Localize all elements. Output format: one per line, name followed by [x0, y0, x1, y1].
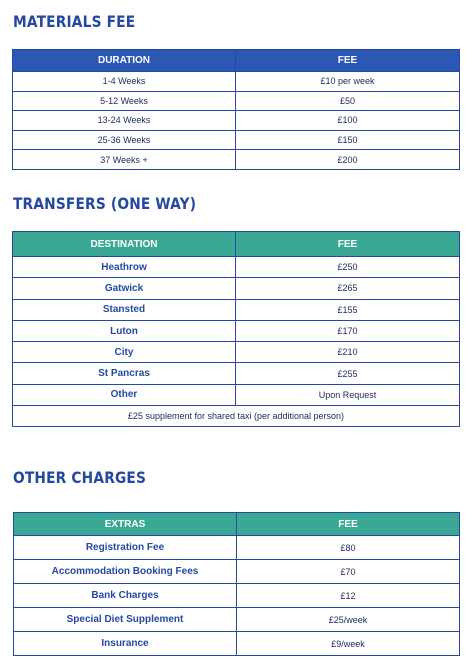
- transfers-table: [12, 231, 460, 427]
- table-row: [13, 111, 460, 131]
- table-note-row: [13, 406, 460, 427]
- destination-cell: Luton: [13, 320, 236, 341]
- duration-cell: 13-24 Weeks: [13, 111, 236, 131]
- table-header-row: [14, 513, 460, 536]
- column-header-fee: FEE: [236, 50, 460, 72]
- duration-cell: 1-4 Weeks: [13, 72, 236, 92]
- destination-cell: Heathrow: [13, 257, 236, 278]
- fee-cell: £12: [237, 584, 460, 608]
- destination-cell: City: [13, 342, 236, 363]
- column-header-fee: FEE: [236, 232, 460, 257]
- shared-taxi-note: £25 supplement for shared taxi (per additional person): [13, 406, 460, 427]
- table-row: [14, 632, 460, 656]
- fee-cell: £265: [236, 278, 460, 299]
- table-row: [14, 608, 460, 632]
- column-header-destination: DESTINATION: [13, 232, 236, 257]
- fee-cell: Upon Request: [236, 384, 460, 405]
- duration-cell: 37 Weeks +: [13, 150, 236, 170]
- fee-cell: £255: [236, 363, 460, 384]
- fee-cell: £250: [236, 257, 460, 278]
- fee-cell: £80: [237, 536, 460, 560]
- fee-cell: £10 per week: [236, 72, 460, 92]
- table-row: [13, 130, 460, 150]
- fee-cell: £9/week: [237, 632, 460, 656]
- extra-cell: Registration Fee: [14, 536, 237, 560]
- table-row: [14, 560, 460, 584]
- fee-cell: £155: [236, 299, 460, 320]
- column-header-extras: EXTRAS: [14, 513, 237, 536]
- fee-cell: £150: [236, 130, 460, 150]
- table-row: [13, 91, 460, 111]
- fee-cell: £170: [236, 320, 460, 341]
- other-charges-table: [13, 512, 460, 656]
- other-charges-heading: OTHER CHARGES: [13, 468, 147, 487]
- extra-cell: Accommodation Booking Fees: [14, 560, 237, 584]
- column-header-duration: DURATION: [13, 50, 236, 72]
- fee-cell: £210: [236, 342, 460, 363]
- table-row: [13, 299, 460, 320]
- extra-cell: Bank Charges: [14, 584, 237, 608]
- table-header-row: [13, 232, 460, 257]
- table-row: [13, 72, 460, 92]
- table-row: [14, 584, 460, 608]
- destination-cell: Other: [13, 384, 236, 405]
- table-row: [13, 278, 460, 299]
- transfers-heading: TRANSFERS (ONE WAY): [13, 194, 197, 213]
- materials-fee-table: [12, 49, 460, 170]
- table-row: [14, 536, 460, 560]
- materials-fee-heading: MATERIALS FEE: [13, 12, 136, 31]
- table-row: [13, 257, 460, 278]
- destination-cell: St Pancras: [13, 363, 236, 384]
- extra-cell: Special Diet Supplement: [14, 608, 237, 632]
- fee-cell: £25/week: [237, 608, 460, 632]
- destination-cell: Gatwick: [13, 278, 236, 299]
- duration-cell: 25-36 Weeks: [13, 130, 236, 150]
- extra-cell: Insurance: [14, 632, 237, 656]
- table-header-row: [13, 50, 460, 72]
- column-header-fee: FEE: [237, 513, 460, 536]
- table-row: [13, 384, 460, 405]
- table-row: [13, 150, 460, 170]
- fee-cell: £200: [236, 150, 460, 170]
- destination-cell: Stansted: [13, 299, 236, 320]
- table-row: [13, 363, 460, 384]
- fee-cell: £50: [236, 91, 460, 111]
- table-row: [13, 320, 460, 341]
- fee-cell: £100: [236, 111, 460, 131]
- fee-cell: £70: [237, 560, 460, 584]
- table-row: [13, 342, 460, 363]
- duration-cell: 5-12 Weeks: [13, 91, 236, 111]
